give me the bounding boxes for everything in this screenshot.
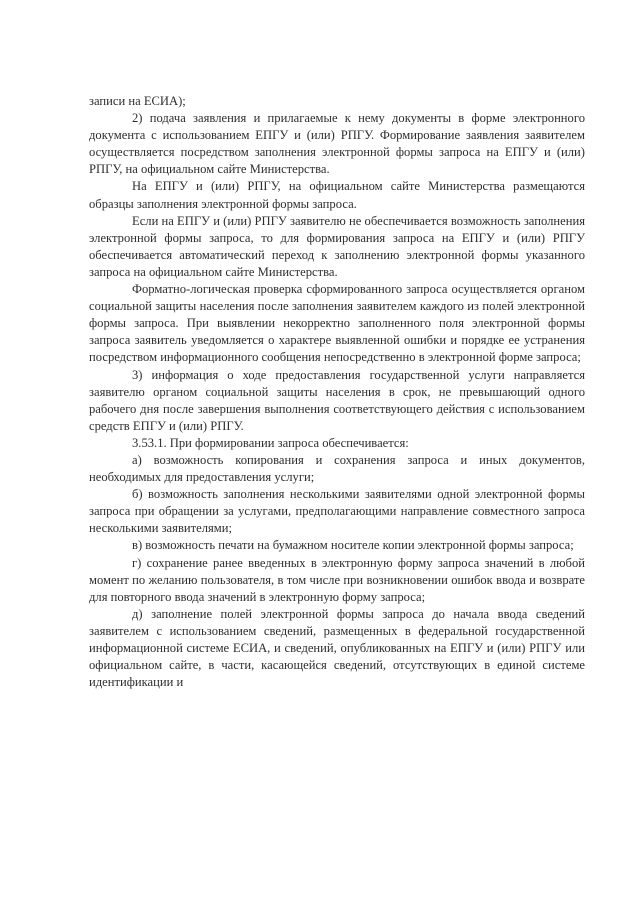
list-item-a: а) возможность копирования и сохранения запроса и иных документов, необходимых для предоставления услуги; [89,452,585,485]
paragraph-item-2-electronic-submission: 2) подача заявления и прилагаемые к нему документы в форме электронного документа с использованием ЕПГУ и (или) РПГУ. Формирование заявления заявителем осуществляется посредством заполнения электронной формы запроса на ЕПГУ и (или) РПГУ, на официальном сайте Министерства. [89,111,585,177]
list-item-d: д) заполнение полей электронной формы запроса до начала ввода сведений заявителем с использованием сведений, размещенных в федеральной государственной информационной системе ЕСИА, и сведений, опубликованных на ЕПГУ и (или) РПГУ или официальном сайте, в части, касающейся сведений, отсутствующих в единой системе идентификации и [89,606,585,690]
document-text [89,93,585,691]
list-item-b: б) возможность заполнения несколькими заявителями одной электронной формы запроса при обращении за услугами, предполагающими направление совместного запроса несколькими заявителями; [89,487,585,536]
list-item-v: в) возможность печати на бумажном носителе копии электронной формы запроса; [132,538,574,553]
paragraph-section-3-53-1: 3.53.1. При формировании запроса обеспечивается: [132,435,409,450]
list-item-g: г) сохранение ранее введенных в электронную форму запроса значений в любой момент по желанию пользователя, в том числе при возникновении ошибок ввода и возврате для повторного ввода значений в электронную форму запроса; [89,555,585,604]
paragraph-automatic-redirect: Если на ЕПГУ и (или) РПГУ заявителю не обеспечивается возможность заполнения электронной формы запроса, то для формирования запроса на ЕПГУ и (или) РПГУ обеспечивается автоматический переход к заполнению электронной формы указанного запроса на официальном сайте Министерства. [89,213,585,279]
paragraph-esia-record: записи на ЕСИА); [89,94,186,108]
paragraph-format-logic-check: Форматно-логическая проверка сформированного запроса осуществляется органом социальной защиты населения после заполнения заявителем каждого из полей электронной формы запроса. При выявлении некорректно заполненного поля электронной формы запроса заявитель уведомляется о характере выявленной ошибки и порядке ее устранения посредством информационного сообщения непосредственно в электронной форме запроса; [89,282,585,365]
paragraph-form-samples: На ЕПГУ и (или) РПГУ, на официальном сайте Министерства размещаются образцы заполнения электронной формы запроса. [89,179,585,211]
paragraph-item-3-progress-info: 3) информация о ходе предоставления государственной услуги направляется заявителю органом социальной защиты населения в срок, не превышающий одного рабочего дня после завершения выполнения соответствующего действия с использованием средств ЕПГУ и (или) РПГУ. [89,367,585,433]
